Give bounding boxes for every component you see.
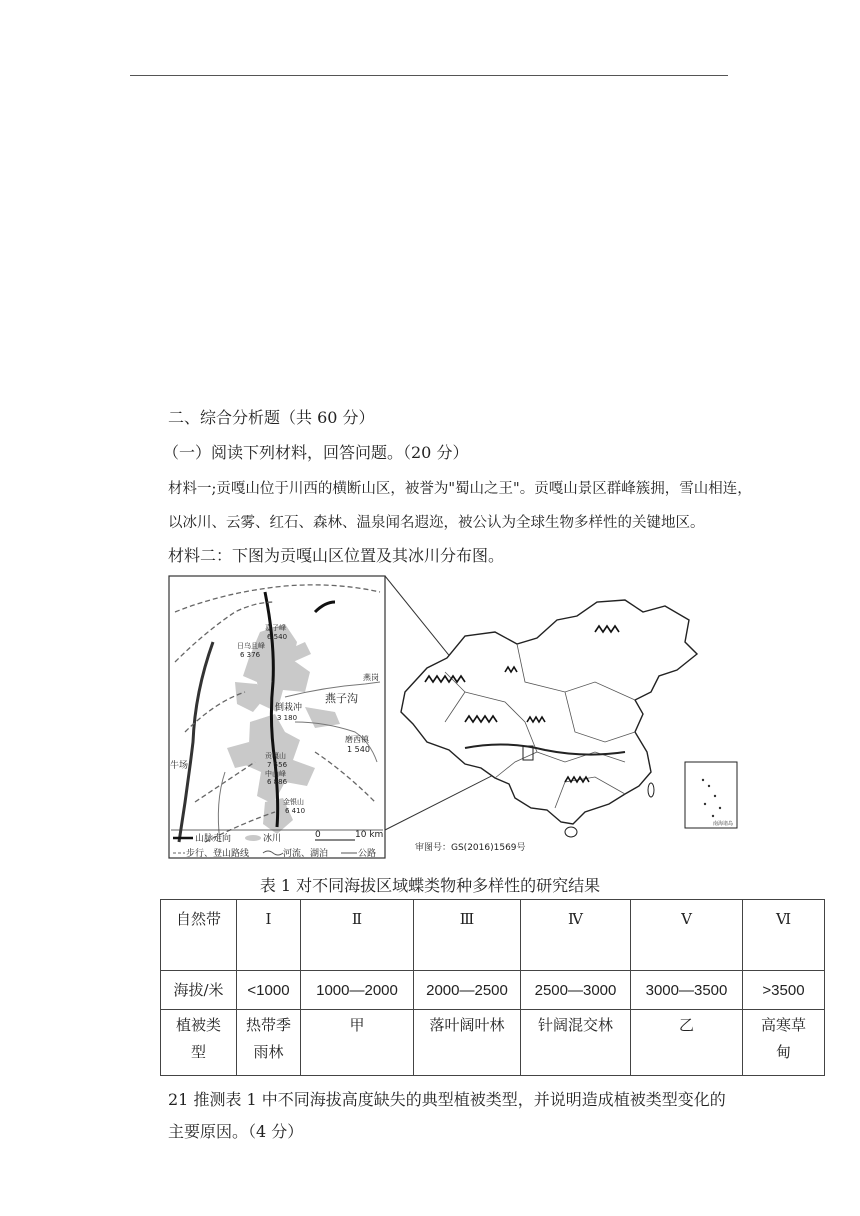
altitude-cell: 1000—2000 [301,971,414,1010]
table-row [161,900,825,971]
vegetation-cell: 乙 [631,1010,743,1076]
altitude-cell: 2500—3000 [521,971,631,1010]
material-one-line-2: 以冰川、云雾、红石、森林、温泉闻名遐迩，被公认为全球生物多样性的关键地区。 [168,515,705,531]
zone-cell: Ⅱ [301,900,414,971]
zone-cell: Ⅵ [743,900,825,971]
material-two: 材料二：下图为贡嘎山区位置及其冰川分布图。 [168,546,505,565]
zone-cell: Ⅲ [414,900,521,971]
zone-cell: Ⅳ [521,900,631,971]
map-approval-number: 审图号：GS(2016)1569号 [415,843,526,853]
edge-label: 燕岗 [363,673,379,682]
altitude-cell: >3500 [743,971,825,1010]
peak-elev: 6 886 [267,778,288,786]
peak-label: 嘉子峰 [265,624,286,632]
west-label: 牛场 [170,761,189,771]
zone-cell: Ⅴ [631,900,743,971]
vegetation-cell: 甲 [301,1010,414,1076]
peak-label: 日乌且峰 [237,642,265,650]
legend-river: 河流、湖泊 [283,849,329,859]
altitude-cell: <1000 [237,971,301,1010]
river-label: 燕子沟 [325,692,358,705]
row-header: 海拔/米 [161,971,237,1010]
table-row [161,971,825,1010]
altitude-cell: 3000—3500 [631,971,743,1010]
location-glacier-map [165,572,805,862]
scale-label: 10 km [355,830,384,840]
vegetation-cell: 高寒草 甸 [743,1010,825,1076]
scale-zero: 0 [315,830,321,840]
subsection-title: （一）阅读下列材料，回答问题。（20 分） [163,443,469,462]
altitude-cell: 2000—2500 [414,971,521,1010]
china-outline [401,600,697,824]
question-21-line-1: 21 推测表 1 中不同海拔高度缺失的典型植被类型，并说明造成植被类型变化的 [168,1090,726,1109]
vegetation-cell: 落叶阔叶林 [414,1010,521,1076]
table-caption: 表 1 对不同海拔区域蝶类物种多样性的研究结果 [259,876,601,895]
vegetation-cell: 热带季 雨林 [237,1010,301,1076]
row-header: 自然带 [161,900,237,971]
peak-elev: 6 410 [285,807,306,815]
section-title: 二、综合分析题（共 60 分） [168,408,375,427]
row-header: 植被类 型 [161,1010,237,1076]
south-china-sea-inset [685,762,737,828]
town-label: 磨西镇 [345,735,369,744]
header-rule [130,75,728,76]
peak-elev: 7 556 [267,761,288,769]
butterfly-diversity-table [160,899,825,1076]
peak-elev: 6 376 [240,651,261,659]
legend-ridge: 山脉走向 [195,834,232,844]
vegetation-cell: 针阔混交林 [521,1010,631,1076]
question-21-line-2: 主要原因。（4 分） [168,1122,304,1141]
inset-label: 南海诸岛 [713,821,734,827]
peak-label: 贡嘎山 [265,752,286,760]
peak-elev: 6 540 [267,633,288,641]
zone-cell: Ⅰ [237,900,301,971]
peak-label: 中山峰 [265,770,286,778]
material-one-line-1: 材料一;贡嘎山位于川西的横断山区，被誉为"蜀山之王"。贡嘎山景区群峰簇拥，雪山相连， [168,481,752,497]
legend-trail: 步行、登山路线 [186,849,250,859]
table-row [161,1010,825,1076]
legend-glacier: 冰川 [263,834,282,844]
peak-label: 金银山 [283,798,304,806]
legend-road: 公路 [358,849,377,859]
peak-elev: 3 180 [277,714,298,722]
peak-label: 倒栽冲 [275,703,303,713]
town-elev: 1 540 [347,745,370,754]
